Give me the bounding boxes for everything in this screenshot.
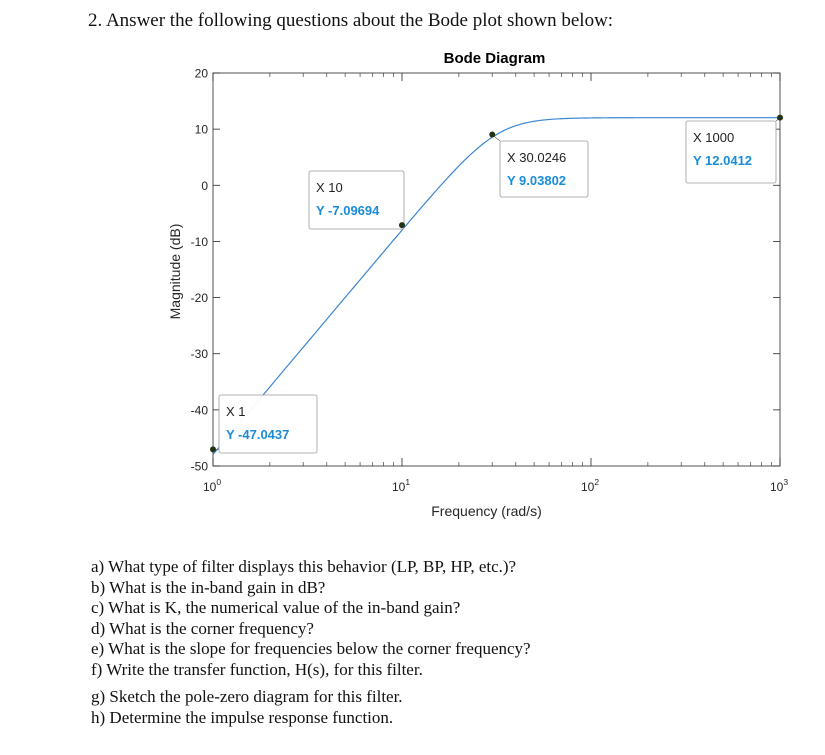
question-d: d) What is the corner frequency? [91, 618, 314, 638]
x-tick-label: $10^3$ [769, 477, 789, 494]
question-b: b) What is the in-band gain in dB? [91, 577, 326, 597]
y-tick-label: -40 [190, 403, 208, 418]
question-h: h) Determine the impulse response function. [91, 707, 394, 727]
datatip-x-text: X 1000 [693, 130, 735, 145]
x-tick-label: $10^2$ [580, 477, 600, 494]
y-tick-label: -20 [190, 291, 208, 306]
y-tick-label: 0 [201, 178, 208, 193]
datatip-y-text: Y -7.09694 [316, 203, 380, 218]
y-tick-label: 10 [194, 122, 208, 137]
y-axis-label: Magnitude (dB) [167, 223, 183, 320]
chart-title: Bode Diagram [443, 50, 546, 67]
question-c: c) What is K, the numerical value of the in-band gain? [91, 598, 461, 617]
x-tick-label: $10^0$ [202, 477, 222, 494]
y-tick-label: 20 [194, 66, 208, 81]
question-f: f) Write the transfer function, H(s), for this filter. [91, 659, 423, 679]
y-tick-label: -30 [190, 347, 208, 362]
question-e: e) What is the slope for frequencies below the corner frequency? [91, 639, 531, 658]
y-tick-label: -50 [190, 459, 208, 474]
datatip-y-text: Y 12.0412 [693, 153, 753, 168]
datatip-y-text: Y -47.0437 [226, 427, 290, 442]
questions-list [91, 557, 531, 728]
datatip-y-text: Y 9.03802 [507, 173, 567, 188]
x-axis-label: Frequency (rad/s) [431, 503, 542, 519]
datatip-x-text: X 30.0246 [507, 150, 567, 165]
datatip-marker [489, 132, 495, 138]
datatip-x-text: X 10 [316, 180, 343, 195]
question-a: a) What type of filter displays this behavior (LP, BP, HP, etc.)? [91, 557, 517, 576]
y-tick-label: -10 [190, 234, 208, 249]
datatip-marker [399, 222, 405, 228]
datatip-marker [777, 115, 783, 121]
datatip-x-text: X 1 [226, 404, 246, 419]
question-header: 2. Answer the following questions about the Bode plot shown below: [88, 10, 614, 31]
x-tick-label: $10^1$ [391, 477, 411, 494]
datatip-marker [210, 446, 216, 452]
question-g: g) Sketch the pole-zero diagram for this filter. [91, 687, 403, 706]
